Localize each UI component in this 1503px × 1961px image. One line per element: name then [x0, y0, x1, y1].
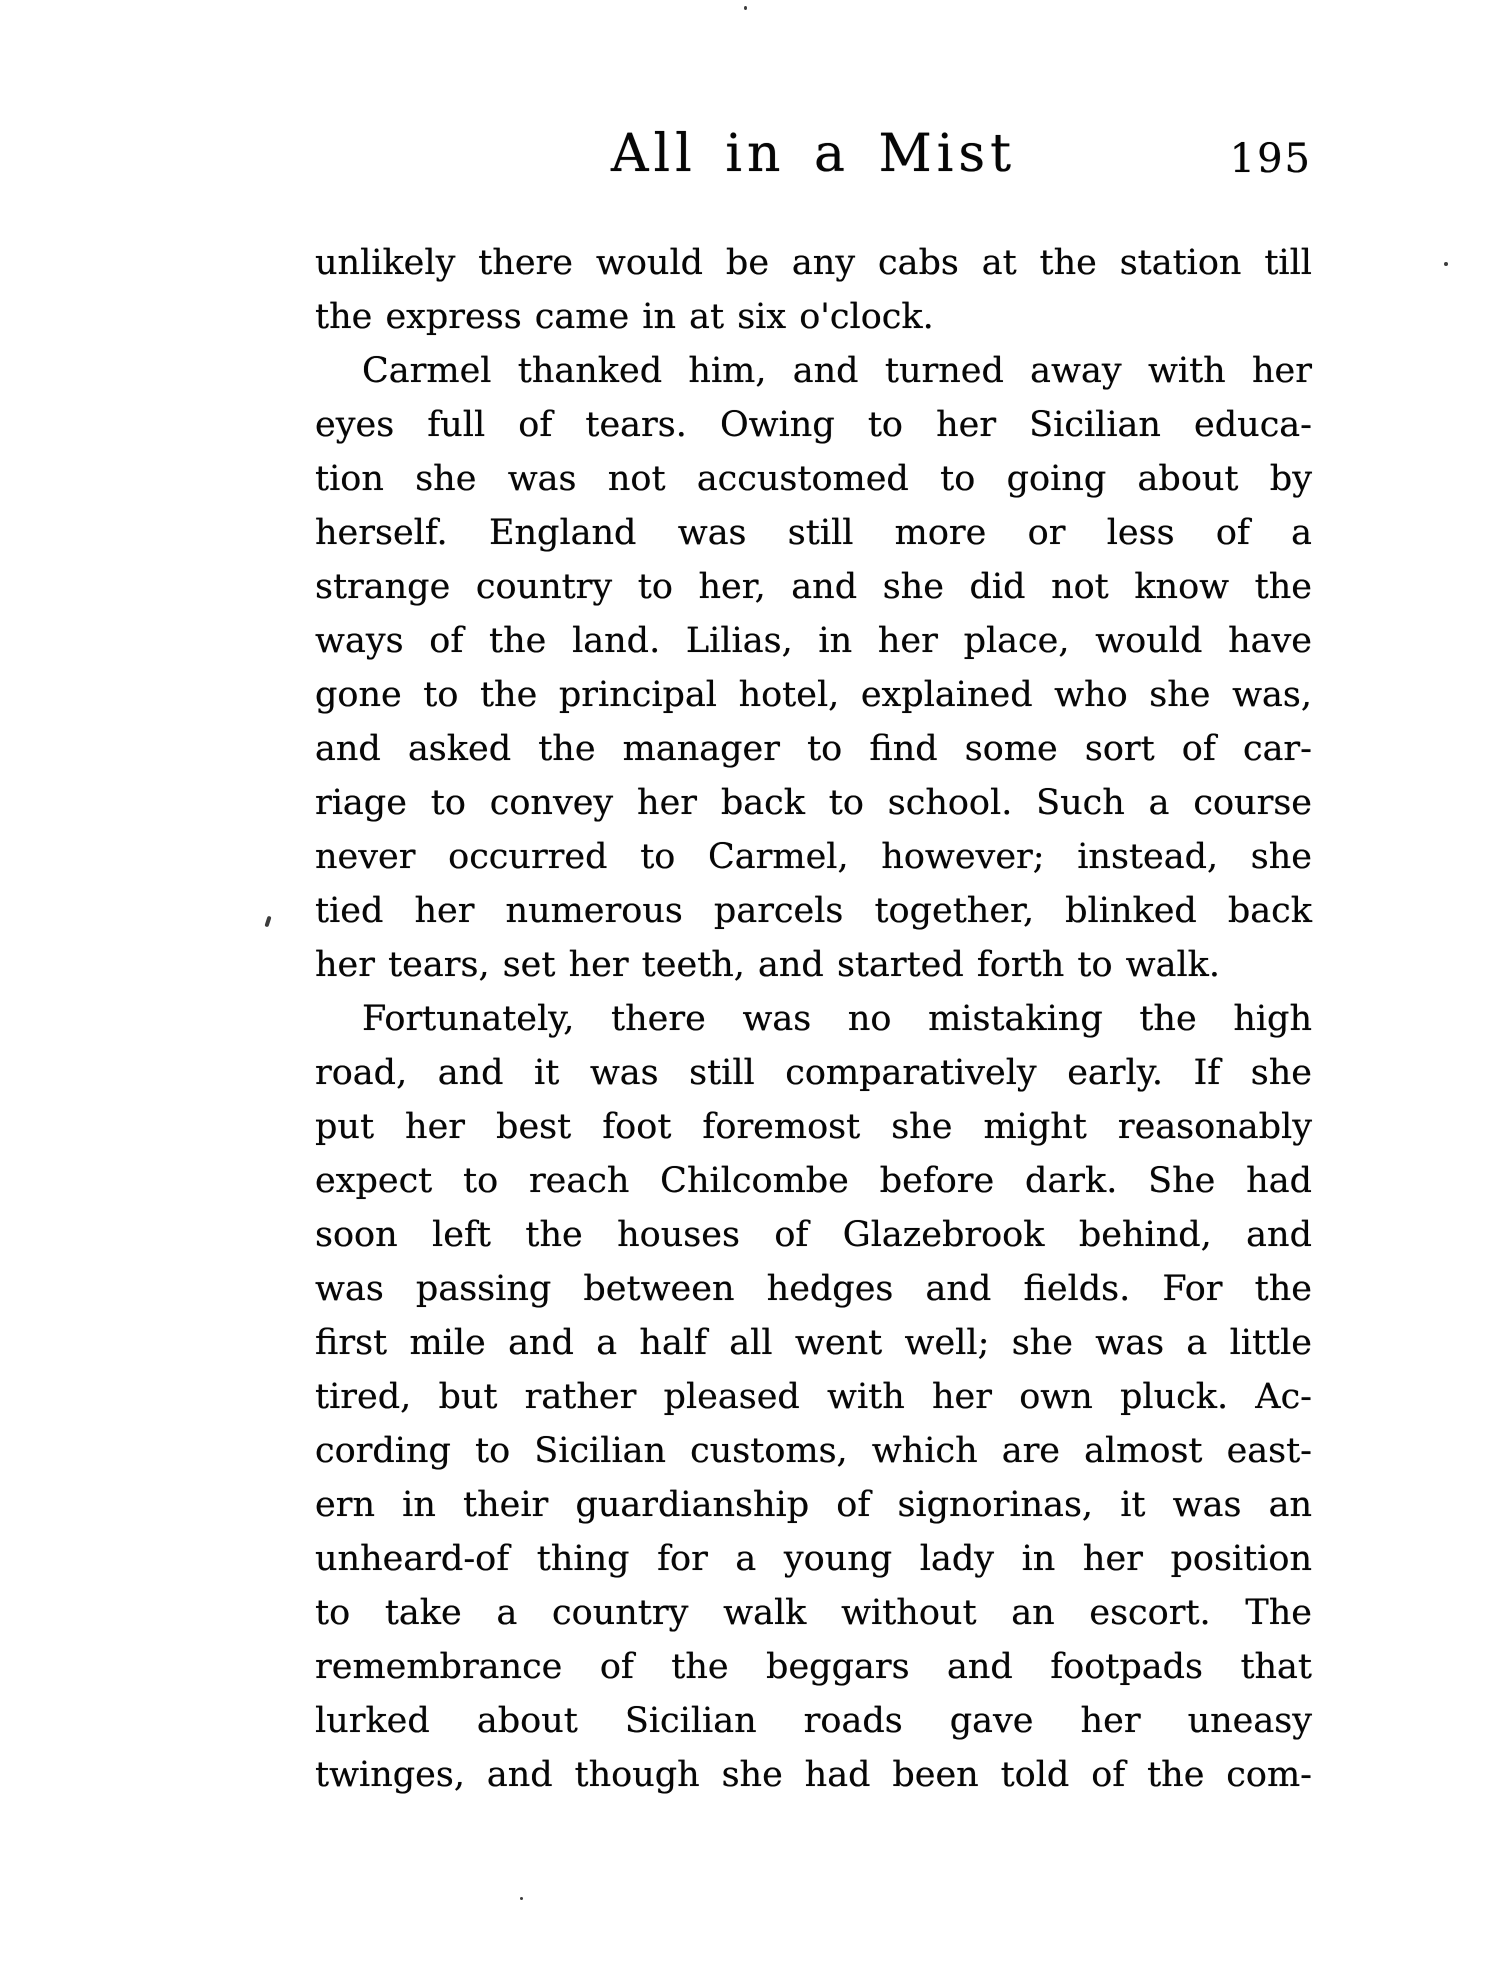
text-line: twinges, and though she had been told of the com- — [315, 1755, 1312, 1795]
page-body — [315, 236, 1312, 1802]
text-line: expect to reach Chilcombe before dark. She had — [315, 1161, 1312, 1201]
text-line: ern in their guardianship of signorinas, it was an — [315, 1485, 1312, 1525]
text-line: herself. England was still more or less of a — [315, 513, 1312, 553]
ink-speck — [1444, 262, 1448, 266]
text-line: lurked about Sicilian roads gave her uneasy — [315, 1701, 1312, 1741]
ink-speck — [744, 6, 747, 10]
text-line: eyes full of tears. Owing to her Sicilian educa- — [315, 405, 1312, 445]
ink-speck — [520, 1897, 523, 1900]
text-line: and asked the manager to find some sort of car- — [315, 729, 1312, 769]
text-line: never occurred to Carmel, however; instead, she — [315, 837, 1312, 877]
text-line: strange country to her, and she did not know the — [315, 567, 1312, 607]
text-line: tired, but rather pleased with her own pluck. Ac- — [315, 1377, 1312, 1417]
paragraph — [315, 236, 1312, 344]
text-line: riage to convey her back to school. Such a course — [315, 783, 1312, 823]
text-line: was passing between hedges and fields. For the — [315, 1269, 1312, 1309]
paragraph — [315, 992, 1312, 1802]
text-line: unheard-of thing for a young lady in her position — [315, 1539, 1312, 1579]
text-line: Carmel thanked him, and turned away with her — [362, 351, 1312, 391]
running-header — [315, 124, 1312, 188]
text-line: gone to the principal hotel, explained who she was, — [315, 675, 1312, 715]
text-line: first mile and a half all went well; she was a little — [315, 1323, 1312, 1363]
text-line: Fortunately, there was no mistaking the high — [362, 999, 1312, 1039]
text-line: ways of the land. Lilias, in her place, would have — [315, 621, 1312, 661]
text-line: tied her numerous parcels together, blinked back — [315, 891, 1312, 931]
text-line: remembrance of the beggars and footpads that — [315, 1647, 1312, 1687]
text-line: soon left the houses of Glazebrook behind, and — [315, 1215, 1312, 1255]
page-number: 195 — [1229, 136, 1312, 182]
text-line: put her best foot foremost she might reasonably — [315, 1107, 1312, 1147]
ink-speck — [264, 916, 271, 928]
text-line: cording to Sicilian customs, which are almost east- — [315, 1431, 1312, 1471]
text-line: tion she was not accustomed to going about by — [315, 459, 1312, 499]
paragraph — [315, 344, 1312, 992]
text-line: to take a country walk without an escort. The — [315, 1593, 1312, 1633]
chapter-title: All in a Mist — [611, 124, 1016, 184]
text-line: road, and it was still comparatively early. If she — [315, 1053, 1312, 1093]
text-line: the express came in at six o'clock. — [315, 297, 934, 337]
text-line: her tears, set her teeth, and started forth to walk. — [315, 945, 1220, 985]
text-line: unlikely there would be any cabs at the station till — [315, 243, 1312, 283]
